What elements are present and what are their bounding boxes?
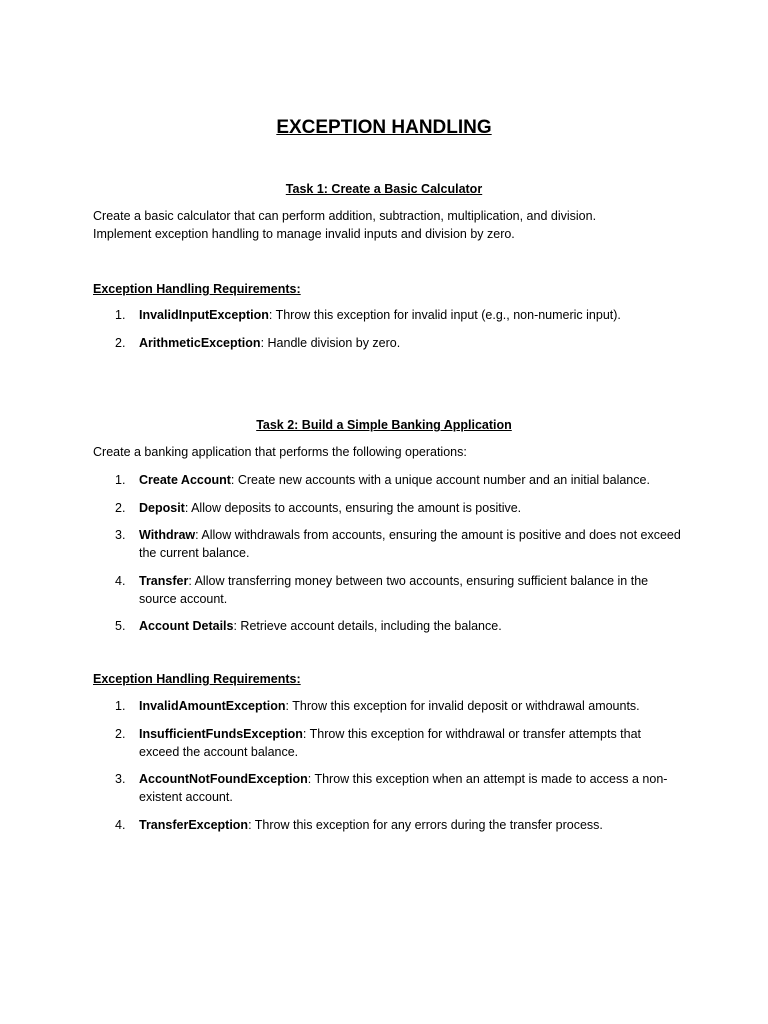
task1-requirements-heading: Exception Handling Requirements: <box>93 282 301 296</box>
list-number: 1. <box>115 308 126 322</box>
list-item <box>93 697 683 715</box>
exception-name: InvalidAmountException <box>139 699 286 713</box>
list-item <box>93 617 683 635</box>
list-item <box>93 725 683 761</box>
task2-description: Create a banking application that performs the following operations: <box>93 445 467 459</box>
list-number: 1. <box>115 473 126 487</box>
list-number: 2. <box>115 335 126 350</box>
list-number: 4. <box>115 817 126 832</box>
list-item <box>93 499 683 517</box>
task1-description <box>93 207 683 243</box>
list-number: 3. <box>115 528 126 542</box>
item-text: : Retrieve account details, including the balance. <box>233 619 502 633</box>
operation-name: Create Account <box>139 473 231 487</box>
task1-description-line2: Implement exception handling to manage invalid inputs and division by zero. <box>93 227 515 241</box>
task1-heading: Task 1: Create a Basic Calculator <box>285 182 483 196</box>
task2-requirements-list <box>93 697 683 843</box>
item-text: : Throw this exception for withdrawal or transfer attempts that exceed the account balance. <box>139 726 642 759</box>
exception-name: AccountNotFoundException <box>139 772 308 786</box>
item-text: : Throw this exception when an attempt is made to access a non-existent account. <box>139 772 668 804</box>
list-item <box>93 770 683 806</box>
document-title: EXCEPTION HANDLING <box>276 117 492 138</box>
exception-name: InsufficientFundsException <box>139 726 303 741</box>
list-number: 4. <box>115 573 126 588</box>
exception-name: TransferException <box>139 817 249 832</box>
task1-requirements-list <box>93 306 683 361</box>
task2-heading: Task 2: Build a Simple Banking Application <box>256 418 512 432</box>
item-text: : Create new accounts with a unique account number and an initial balance. <box>230 473 650 487</box>
operation-name: Transfer <box>139 573 189 588</box>
exception-name: ArithmeticException <box>139 335 261 350</box>
list-number: 1. <box>115 699 126 713</box>
task2-requirements-heading: Exception Handling Requirements: <box>93 672 301 686</box>
item-text: : Allow deposits to accounts, ensuring the amount is positive. <box>184 500 522 515</box>
item-text: : Handle division by zero. <box>260 335 401 350</box>
operation-name: Account Details <box>139 619 234 633</box>
task2-operations-list <box>93 471 683 645</box>
task1-description-line1: Create a basic calculator that can perform addition, subtraction, multiplication, and division. <box>93 209 597 223</box>
list-number: 3. <box>115 772 126 786</box>
operation-name: Withdraw <box>139 528 196 542</box>
exception-name: InvalidInputException <box>139 308 269 322</box>
list-item <box>93 572 683 608</box>
list-item <box>93 526 683 562</box>
item-text: : Throw this exception for invalid deposit or withdrawal amounts. <box>285 699 640 713</box>
item-text: : Throw this exception for invalid input (e.g., non-numeric input). <box>268 308 621 322</box>
operation-name: Deposit <box>139 500 185 515</box>
item-text: : Allow transferring money between two accounts, ensuring sufficient balance in the source account. <box>139 573 649 606</box>
list-number: 5. <box>115 619 126 633</box>
list-number: 2. <box>115 726 126 741</box>
item-text: : Throw this exception for any errors during the transfer process. <box>248 817 603 832</box>
list-item <box>93 306 683 324</box>
item-text: : Allow withdrawals from accounts, ensuring the amount is positive and does not exceed the current balance. <box>139 528 681 560</box>
list-item <box>93 471 683 489</box>
list-number: 2. <box>115 500 126 515</box>
list-item <box>93 334 683 352</box>
list-item <box>93 816 683 834</box>
